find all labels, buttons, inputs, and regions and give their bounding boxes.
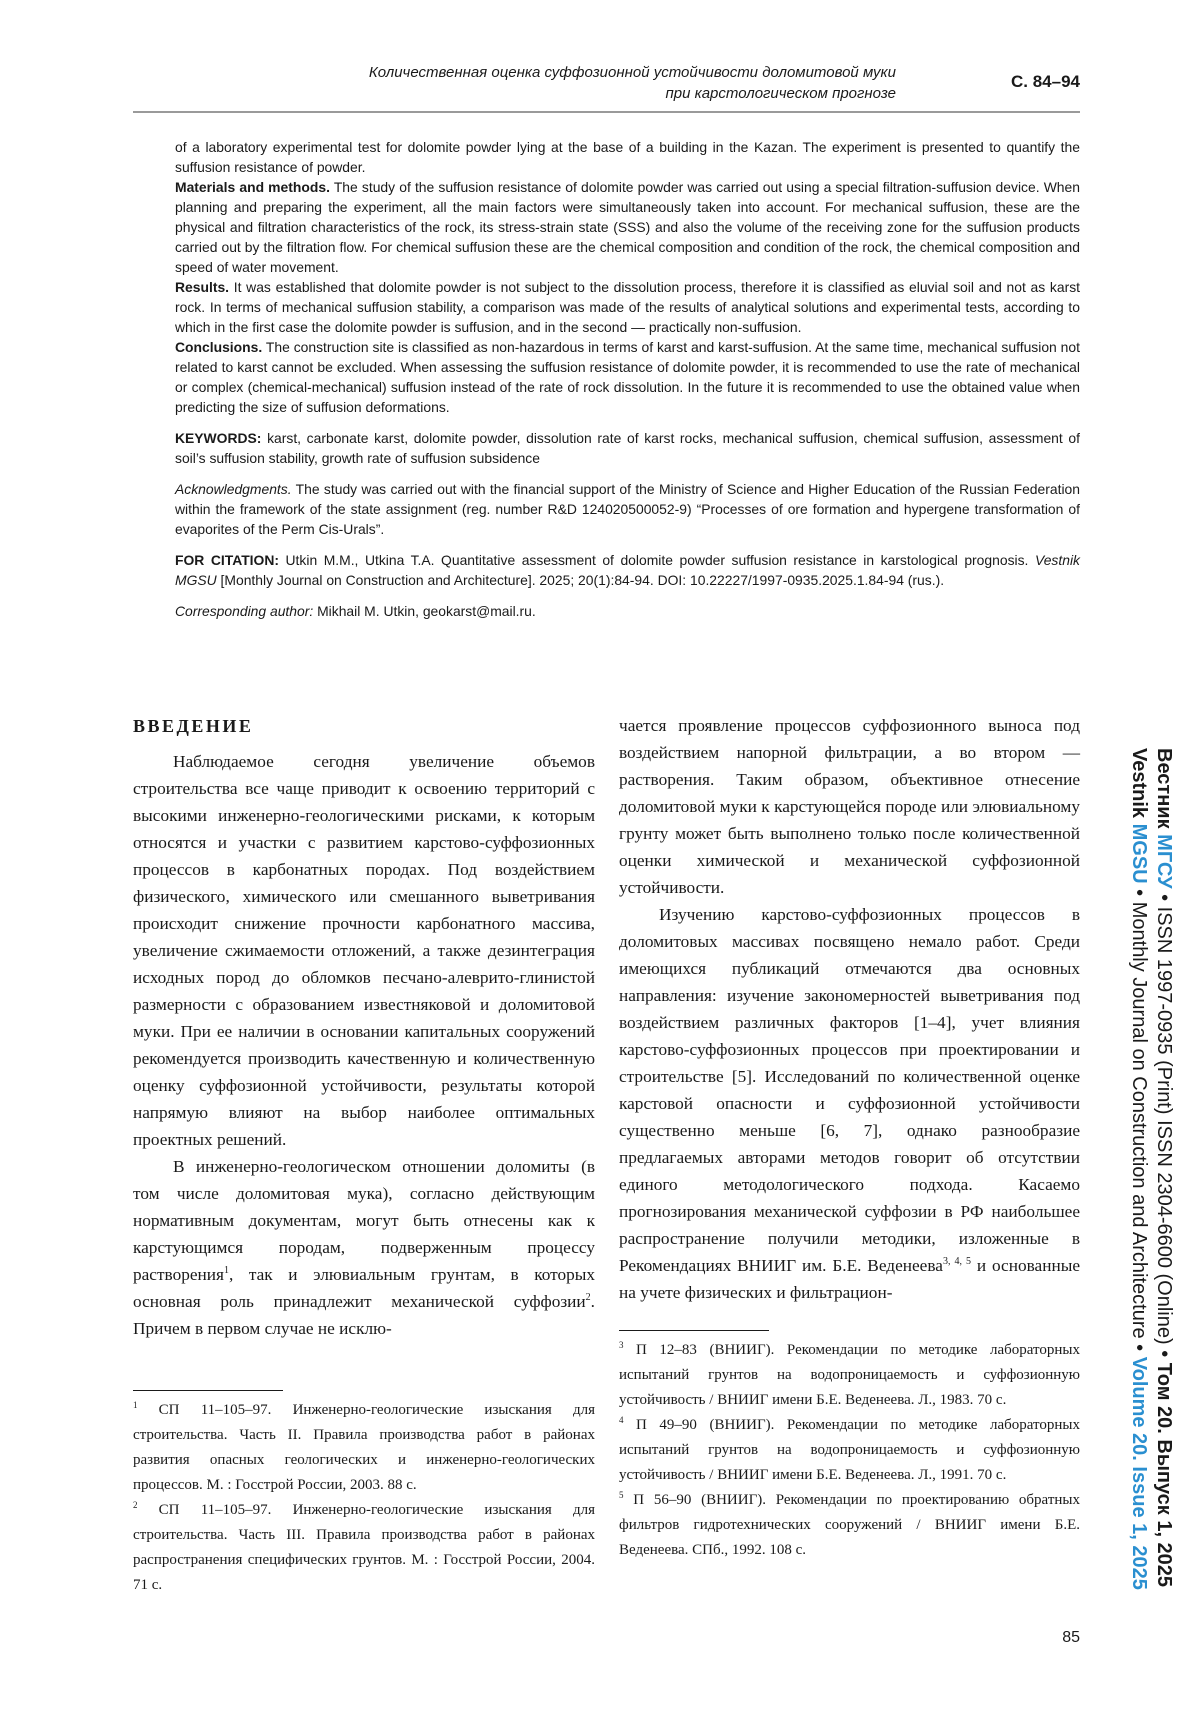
left-paragraph-1: Наблюдаемое сегодня увеличение объемов строительства все чаще приводит к освоению территорий с высокими инженерно-геологическими рисками, к которым относятся и участки с развитием карстово-суффозионных процессов в карбонатных породах. Под воздействием физического, химического или смешанного выветривания происходит снижение прочности карбонатного массива, увеличение сжимаемости отложений, а также дезинтеграция исходных пород до обломков песчано-алеврито-глинистой размерности с образованием известняковой и доломитовой муки. При ее наличии в основании капитальных сооружений рекомендуется производить качественную и количественную оценку суффозионной устойчивости, результаты которой напрямую влияют на выбор наиболее оптимальных проектных решений. bbox=[133, 752, 595, 1149]
footnote-5-text: П 56–90 (ВНИИГ). Рекомендации по проектированию обратных фильтров гидротехнических сооружений / ВНИИГ имени Б.Е. Веденеева. СПб., 1992. 108 с. bbox=[619, 1492, 1080, 1558]
right-paragraph-2 bbox=[619, 901, 1080, 1306]
footnotes-right bbox=[619, 1338, 1080, 1563]
journal-side-band bbox=[1106, 748, 1176, 1590]
footnote-4-num: 4 bbox=[619, 1415, 624, 1425]
citation-text2: [Monthly Journal on Construction and Architecture]. 2025; 20(1):84-94. DOI: 10.22227/1997-0935.2025.1.84-94 (rus.). bbox=[216, 572, 945, 588]
right-p2-b: и основанные на учете физических и фильтрацион- bbox=[619, 1256, 1080, 1302]
running-title-line2: при карстологическом прогнозе bbox=[665, 85, 896, 102]
materials-label: Materials and methods. bbox=[175, 179, 330, 195]
footnote-ref-2[interactable]: 2 bbox=[585, 1292, 591, 1303]
author-text: Mikhail M. Utkin, geokarst@mail.ru. bbox=[313, 603, 536, 619]
side-band-line-ru bbox=[1151, 748, 1176, 1588]
left-paragraph-2 bbox=[133, 1153, 595, 1342]
results-text: It was established that dolomite powder is not subject to the dissolution process, therefore it is classified as eluvial soil and not as karst rock. In terms of mechanical suffusion stability, a comparison was made of the results of analytical solutions and experimental tests, according to which in the first case the dolomite powder is suffusion, and in the second — practically non-suffusion. bbox=[175, 279, 1080, 335]
abstract-intro: of a laboratory experimental test for dolomite powder lying at the base of a building in the Kazan. The experiment is presented to quantify the suffusion resistance of powder. bbox=[175, 139, 1080, 175]
materials-text: The study of the suffusion resistance of dolomite powder was carried out using a special filtration-suffusion device. When planning and preparing the experiment, all the main factors were simultaneously taken into account. For mechanical suffusion, these are the physical and filtration characteristics of the rock, its stress-strain state (SSS) and also the volume of the receiving zone for the suffusion products carried out by the filtration flow. For chemical suffusion these are the chemical composition and condition of the rock, the chemical composition and speed of water movement. bbox=[175, 179, 1080, 275]
side-en-journal: Vestnik bbox=[1128, 748, 1150, 824]
footnote-1-num: 1 bbox=[133, 1400, 138, 1410]
footnote-ref-1[interactable]: 1 bbox=[223, 1265, 229, 1276]
side-ru-journal: Вестник bbox=[1153, 748, 1175, 835]
footnote-5-num: 5 bbox=[619, 1490, 624, 1500]
footnote-2 bbox=[133, 1498, 595, 1598]
running-title-line1: Количественная оценка суффозионной устойчивости доломитовой муки bbox=[368, 64, 896, 81]
side-ru-volume: Том 20. Выпуск 1, 2025 bbox=[1153, 1362, 1175, 1588]
left-p2-c: . Причем в первом случае не исклю- bbox=[133, 1292, 595, 1338]
left-p2-b: , так и элювиальным грунтам, в которых основная роль принадлежит механической суффозии bbox=[133, 1265, 595, 1311]
side-ru-mgsu: МГСУ bbox=[1153, 834, 1175, 889]
acknowledgments bbox=[175, 479, 1080, 539]
footnote-4 bbox=[619, 1413, 1080, 1488]
citation-text1: Utkin M.M., Utkina T.A. Quantitative assessment of dolomite powder suffusion resistance in karstological prognosis. bbox=[279, 552, 1035, 568]
footnote-3-text: П 12–83 (ВНИИГ). Рекомендации по методике лабораторных испытаний грунтов на водопроницаемость и суффозионную устойчивость / ВНИИГ имени Б.Е. Веденеева. Л., 1983. 70 с. bbox=[619, 1342, 1080, 1408]
conclusions-label: Conclusions. bbox=[175, 339, 263, 355]
section-heading: ВВЕДЕНИЕ bbox=[133, 716, 254, 736]
footnote-5 bbox=[619, 1488, 1080, 1563]
side-en-volume: Volume 20. Issue 1, 2025 bbox=[1128, 1356, 1150, 1590]
citation-journal: Vestnik MGSU bbox=[175, 552, 1080, 588]
keywords bbox=[175, 428, 1080, 468]
citation bbox=[175, 550, 1080, 590]
header-rule bbox=[133, 111, 1080, 113]
ack-text: The study was carried out with the financial support of the Ministry of Science and Higher Education of the Russian Federation within the framework of the state assignment (reg. number R&D 124020500052-9) “Processes of ore formation and hypergene transformation of evaporites of the Perm Cis-Urals”. bbox=[175, 481, 1080, 537]
footnote-1 bbox=[133, 1398, 595, 1498]
abstract-results bbox=[175, 277, 1080, 337]
left-p2-a: В инженерно-геологическом отношении доломиты (в том числе доломитовая мука), согласно действующим нормативным документам, могут быть отнесены как к карстующимся породам, подверженным процессу растворения bbox=[133, 1157, 595, 1284]
corresponding-author bbox=[175, 601, 1080, 621]
right-column bbox=[619, 712, 1080, 1306]
footnote-2-num: 2 bbox=[133, 1500, 138, 1510]
page-number: 85 bbox=[1062, 1629, 1080, 1646]
right-paragraph-1: чается проявление процессов суффозионного выноса под воздействием напорной фильтрации, а во втором — растворения. Таким образом, объективное отнесение доломитовой муки к карстующейся породе или элювиальному грунту может быть выполнено только после количественной оценки химической и механической суффозионной устойчивости. bbox=[619, 716, 1080, 897]
right-p2-a: Изучению карстово-суффозионных процессов в доломитовых массивах посвящено немало работ. Среди имеющихся публикаций отмечаются два основных направления: изучение закономерностей выветривания под воздействием различных факторов [1–4], учет влияния карстово-суффозионных процессов при проектировании и строительстве [5]. Исследований по количественной оценке карстовой опасности и суффозионной устойчивости существенно меньше [6, 7], однако разнообразие предлагаемых авторами методов говорит об отсутствии единого методологического подхода. Касаемо прогнозирования механической суффозии в РФ наибольшее распространение получили методики, изложенные в Рекомендациях ВНИИГ им. Б.Е. Веденеева bbox=[619, 905, 1080, 1275]
footnotes-left bbox=[133, 1398, 595, 1598]
footnote-rule-left bbox=[133, 1390, 283, 1391]
footnote-ref-3-5[interactable]: 3, 4, 5 bbox=[942, 1256, 972, 1267]
keywords-text: karst, carbonate karst, dolomite powder, dissolution rate of karst rocks, mechanical suffusion, chemical suffusion, assessment of soil’s suffusion stability, growth rate of suffusion subsidence bbox=[175, 430, 1080, 466]
citation-label: FOR CITATION: bbox=[175, 552, 279, 568]
conclusions-text: The construction site is classified as non-hazardous in terms of karst and karst-suffusion. At the same time, mechanical suffusion not related to karst cannot be excluded. When assessing the suffusion resistance of dolomite powder, it is recommended to use the rate of mechanical or complex (chemical-mechanical) suffusion instead of the rate of rock dissolution. In the future it is recommended to use the obtained value when predicting the size of suffusion deformations. bbox=[175, 339, 1080, 415]
keywords-label: KEYWORDS: bbox=[175, 430, 262, 446]
side-en-subtitle: • Monthly Journal on Construction and Architecture • bbox=[1128, 883, 1150, 1357]
footnote-4-text: П 49–90 (ВНИИГ). Рекомендации по методике лабораторных испытаний грунтов на водопроницаемость и суффозионную устойчивость / ВНИИГ имени Б.Е. Веденеева. Л., 1991. 70 с. bbox=[619, 1417, 1080, 1483]
abstract-conclusions bbox=[175, 337, 1080, 417]
footnote-rule-right bbox=[619, 1330, 769, 1331]
abstract-block bbox=[175, 137, 1080, 621]
ack-label: Acknowledgments. bbox=[175, 481, 292, 497]
running-title bbox=[250, 62, 896, 104]
page-range: С. 84–94 bbox=[1011, 72, 1080, 91]
side-ru-issn: • ISSN 1997-0935 (Print) ISSN 2304-6600 (Online) • bbox=[1153, 888, 1175, 1363]
footnote-3 bbox=[619, 1338, 1080, 1413]
author-label: Corresponding author: bbox=[175, 603, 314, 619]
footnote-2-text: СП 11–105–97. Инженерно-геологические изыскания для строительства. Часть III. Правила производства работ в районах распространения специфических грунтов. М. : Госстрой России, 2004. 71 с. bbox=[133, 1502, 595, 1593]
footnote-1-text: СП 11–105–97. Инженерно-геологические изыскания для строительства. Часть II. Правила производства работ в районах развития опасных геологических и инженерно-геологических процессов. М. : Госстрой России, 2003. 88 с. bbox=[133, 1402, 595, 1493]
side-band-line-en bbox=[1126, 748, 1151, 1590]
side-en-mgsu: MGSU bbox=[1128, 823, 1150, 884]
left-column bbox=[133, 748, 595, 1342]
abstract-materials bbox=[175, 177, 1080, 277]
footnote-3-num: 3 bbox=[619, 1340, 624, 1350]
results-label: Results. bbox=[175, 279, 230, 295]
